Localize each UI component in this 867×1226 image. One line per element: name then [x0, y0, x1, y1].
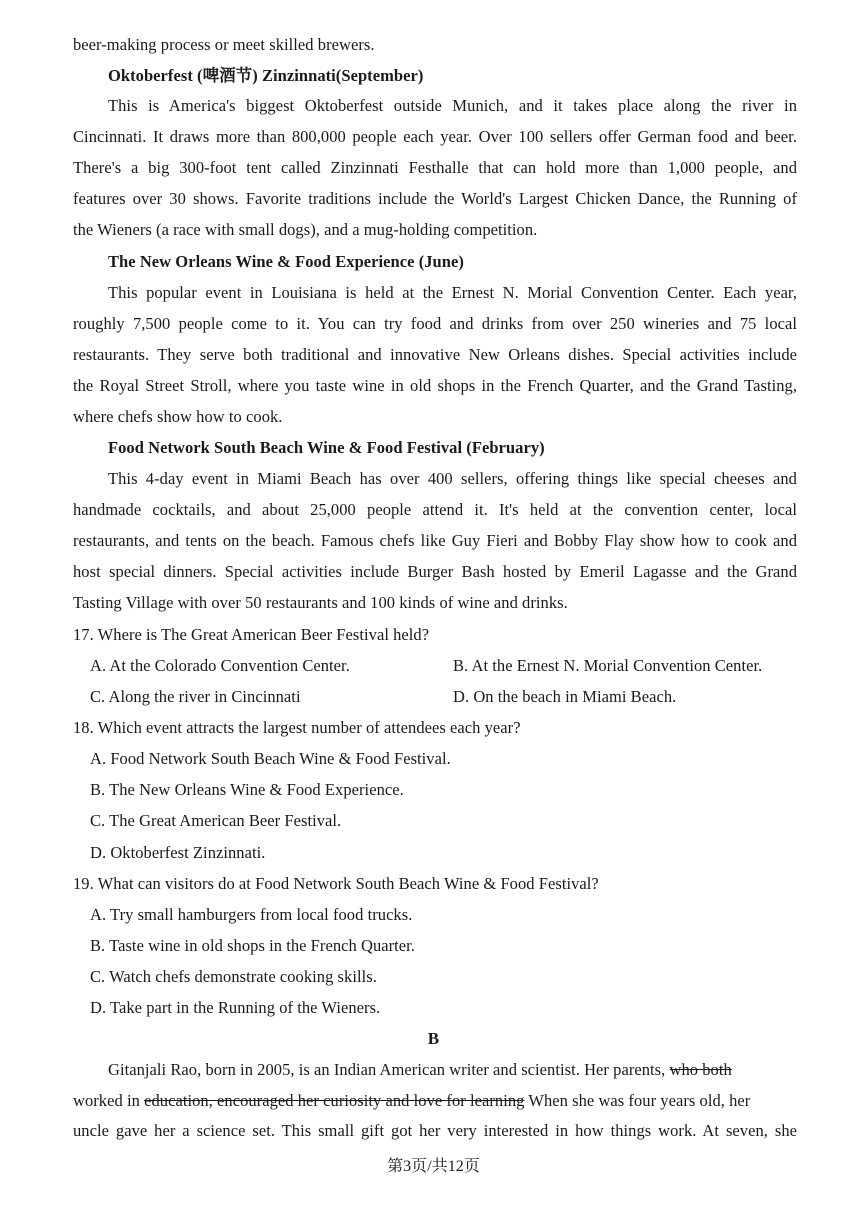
option-17b: B. At the Ernest N. Morial Convention Center. [453, 656, 763, 675]
text-line: Tasting Village with over 50 restaurants and 100 kinds of wine and drinks. [73, 593, 568, 612]
question-19: 19. What can visitors do at Food Network South Beach Wine & Food Festival? [73, 874, 599, 893]
section-heading: B [427, 1029, 440, 1048]
text-line: There's a big 300-foot tent called Zinzinnati Festhalle that can hold more than 1,000 people, and [73, 158, 797, 177]
struck-text: education, encouraged her curiosity and love for learning [144, 1091, 525, 1110]
text-line: restaurants. They serve both traditional and innovative New Orleans dishes. Special activities include [73, 345, 797, 364]
text-line: restaurants, and tents on the beach. Famous chefs like Guy Fieri and Bobby Flay show how to cook and [73, 531, 797, 550]
text-line: host special dinners. Special activities include Burger Bash hosted by Emeril Lagasse and the Grand [73, 562, 797, 581]
text-line: This is America's biggest Oktoberfest outside Munich, and it takes place along the river in [108, 96, 797, 115]
text-line [73, 1091, 797, 1111]
text-segment: worked in [73, 1091, 140, 1110]
text-line: where chefs show how to cook. [73, 407, 283, 426]
text-line [108, 1060, 797, 1080]
text-line: Cincinnati. It draws more than 800,000 people each year. Over 100 sellers offer German food and beer. [73, 127, 797, 146]
option-19d: D. Take part in the Running of the Wieners. [90, 998, 381, 1017]
option-18d: D. Oktoberfest Zinzinnati. [90, 843, 266, 862]
struck-text: who both [669, 1060, 732, 1079]
text-line: the Wieners (a race with small dogs), and a mug-holding competition. [73, 220, 538, 239]
text-line: roughly 7,500 people come to it. You can try food and drinks from over 250 wineries and 75 local [73, 314, 797, 333]
option-18a: A. Food Network South Beach Wine & Food Festival. [90, 749, 451, 768]
option-18c: C. The Great American Beer Festival. [90, 811, 342, 830]
text-line: uncle gave her a science set. This small gift got her very interested in how things work. At seven, she [73, 1121, 797, 1140]
text-line: This popular event in Louisiana is held at the Ernest N. Morial Convention Center. Each year, [108, 283, 797, 302]
question-18: 18. Which event attracts the largest number of attendees each year? [73, 718, 521, 737]
text-segment: When she was four years old, her [528, 1091, 751, 1110]
option-17c: C. Along the river in Cincinnati [90, 687, 301, 706]
text-line: features over 30 shows. Favorite traditions include the World's Largest Chicken Dance, the Running of [73, 189, 797, 208]
heading-south-beach: Food Network South Beach Wine & Food Festival (February) [108, 438, 545, 457]
option-17d: D. On the beach in Miami Beach. [453, 687, 677, 706]
text-segment: Gitanjali Rao, born in 2005, is an Indian American writer and scientist. Her parents, [108, 1060, 666, 1079]
option-19a: A. Try small hamburgers from local food trucks. [90, 905, 413, 924]
option-19b: B. Taste wine in old shops in the French Quarter. [90, 936, 415, 955]
page-number: 第3页/共12页 [387, 1158, 480, 1175]
option-18b: B. The New Orleans Wine & Food Experience. [90, 780, 404, 799]
text-line: handmade cocktails, and about 25,000 people attend it. It's held at the convention center, local [73, 500, 797, 519]
question-17: 17. Where is The Great American Beer Festival held? [73, 625, 430, 644]
heading-new-orleans: The New Orleans Wine & Food Experience (June) [108, 252, 464, 271]
text-line: This 4-day event in Miami Beach has over 400 sellers, offering things like special cheeses and [108, 469, 797, 488]
option-19c: C. Watch chefs demonstrate cooking skills. [90, 967, 377, 986]
option-17a: A. At the Colorado Convention Center. [90, 656, 350, 675]
text-line: the Royal Street Stroll, where you taste wine in old shops in the French Quarter, and the Grand Tasting, [73, 376, 797, 395]
text-line: beer-making process or meet skilled brewers. [73, 35, 375, 54]
heading-oktoberfest: Oktoberfest (啤酒节) Zinzinnati(September) [108, 66, 424, 85]
